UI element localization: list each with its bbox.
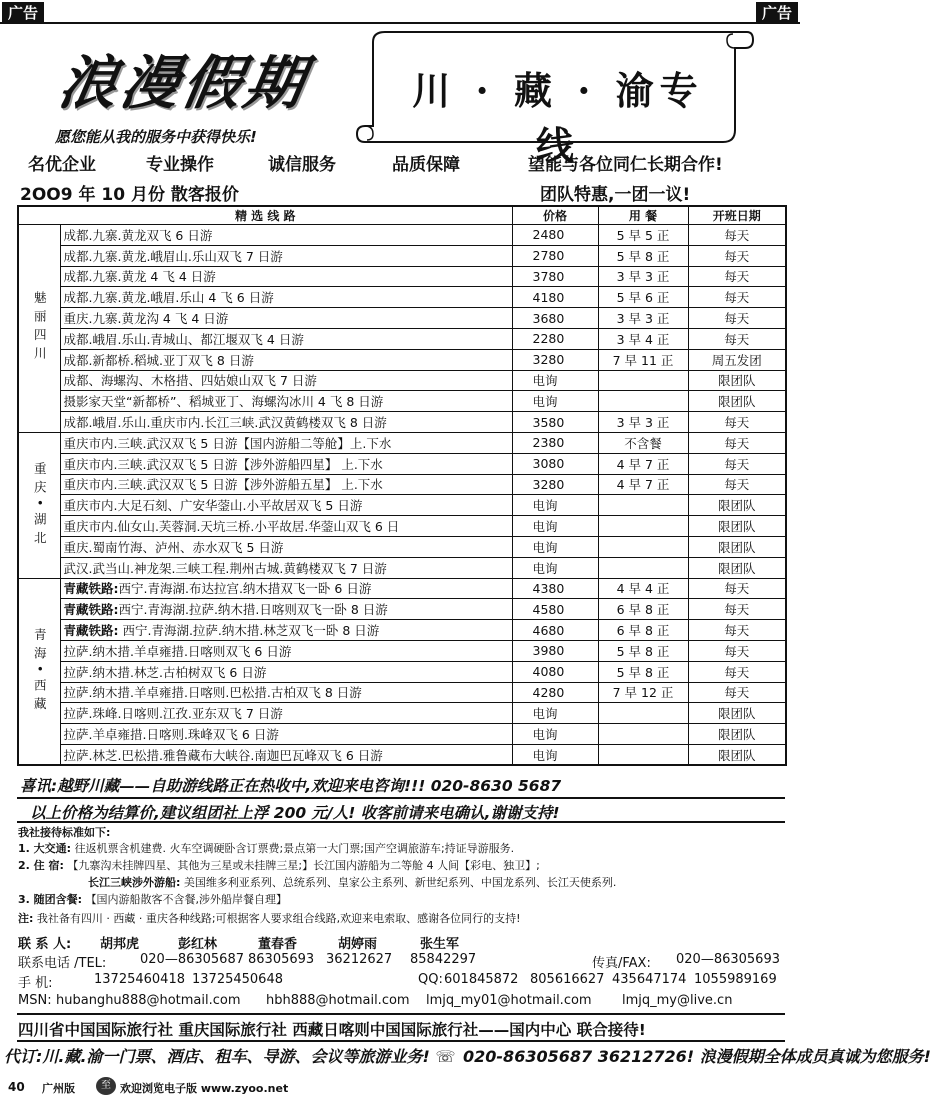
table-row	[18, 516, 786, 537]
fax-label: 传真/FAX:	[592, 956, 651, 971]
route-name	[60, 578, 512, 599]
mobile-number: 13725460418	[94, 972, 185, 987]
msn-address: lmjq_my01@hotmail.com	[426, 993, 592, 1008]
route-meal	[598, 370, 688, 391]
standard-note: 注: 我社备有四川 · 西藏 · 重庆各种线路;可根据客人要求组合线路,欢迎来电索取、感谢各位同行的支持!	[18, 912, 521, 925]
route-price: 3580	[512, 412, 598, 433]
region-label: 魅丽四川	[18, 225, 60, 433]
route-text: 成都.新都桥.稻城.亚丁双飞 8 日游	[63, 352, 254, 368]
divider	[17, 821, 785, 823]
route-prefix: 青藏铁路:	[63, 623, 119, 639]
booking-services-bar	[4, 1044, 931, 1067]
contact-person: 胡邦虎	[100, 937, 140, 952]
tel-label: 联系电话 /TEL:	[18, 956, 107, 971]
table-row	[18, 682, 786, 703]
table-row	[18, 557, 786, 578]
table-row	[18, 620, 786, 641]
table-row	[18, 703, 786, 724]
route-prefix: 青藏铁路:	[63, 602, 119, 618]
table-row	[18, 245, 786, 266]
table-row	[18, 412, 786, 433]
route-schedule: 每天	[688, 578, 786, 599]
route-meal: 7 早 12 正	[598, 682, 688, 703]
route-text: 重庆市内.三峡.武汉双飞 5 日游【涉外游船四星】 上.下水	[63, 456, 383, 472]
table-row	[18, 640, 786, 661]
route-name	[60, 516, 512, 537]
route-text: 拉萨.纳木措.羊卓雍措.日喀则.巴松措.古柏双飞 8 日游	[63, 685, 362, 701]
table-row	[18, 599, 786, 620]
route-text: 武汉.武当山.神龙架.三峡工程.荆州古城.黄鹤楼双飞 7 日游	[63, 560, 387, 576]
route-name	[60, 225, 512, 246]
route-schedule: 每天	[688, 474, 786, 495]
mobile-label: 手 机:	[18, 976, 53, 991]
tel-number: 020—86305687	[140, 952, 244, 967]
partner-text: 望能与各位同仁长期合作!	[528, 155, 723, 175]
booking-phones: 020-86305687 36212726!	[463, 1047, 695, 1066]
route-text: 重庆市内.仙女山.芙蓉洞.天坑三桥.小平故居.华蓥山双飞 6 日	[63, 519, 400, 535]
route-schedule: 限团队	[688, 557, 786, 578]
route-price: 3280	[512, 349, 598, 370]
table-row	[18, 391, 786, 412]
phone-icon: ☏	[435, 1047, 456, 1066]
route-schedule: 每天	[688, 412, 786, 433]
contact-person: 彭红林	[178, 937, 218, 952]
standard-lodging: 2. 住 宿: 【九寨沟未挂牌四星、其他为三星或未挂牌三星;】长江国内游船为二等舱 4 人间【彩电、独卫】;	[18, 859, 540, 872]
route-schedule: 每天	[688, 245, 786, 266]
route-price: 2280	[512, 328, 598, 349]
header-schedule: 开班日期	[688, 206, 786, 225]
route-name	[60, 703, 512, 724]
route-meal: 4 早 7 正	[598, 453, 688, 474]
route-prefix: 青藏铁路:	[63, 581, 119, 597]
route-meal: 6 早 8 正	[598, 599, 688, 620]
route-schedule: 每天	[688, 308, 786, 329]
route-schedule: 每天	[688, 682, 786, 703]
route-meal	[598, 516, 688, 537]
qq-number: 601845872	[444, 972, 519, 987]
route-name	[60, 620, 512, 641]
route-schedule: 限团队	[688, 370, 786, 391]
route-price: 3680	[512, 308, 598, 329]
route-name	[60, 474, 512, 495]
route-text: 重庆市内.大足石刻、广安华蓥山.小平故居双飞 5 日游	[63, 498, 363, 514]
brand-logo: 浪漫假期	[53, 49, 314, 117]
publication-edition: 广州版	[42, 1082, 75, 1095]
price-heading: 2OO9 年 10 月份 散客报价	[20, 185, 239, 205]
route-schedule: 限团队	[688, 495, 786, 516]
route-meal: 5 早 8 正	[598, 640, 688, 661]
route-meal: 3 早 3 正	[598, 412, 688, 433]
qq-number: 805616627	[530, 972, 605, 987]
table-row	[18, 287, 786, 308]
route-text: 成都、海螺沟、木格措、四姑娘山双飞 7 日游	[63, 373, 317, 389]
route-table	[17, 205, 787, 766]
route-meal: 7 早 11 正	[598, 349, 688, 370]
route-text: 重庆市内.三峡.武汉双飞 5 日游【涉外游船五星】 上.下水	[63, 477, 383, 493]
route-meal: 不含餐	[598, 432, 688, 453]
table-row	[18, 308, 786, 329]
divider	[17, 797, 785, 799]
route-name	[60, 287, 512, 308]
value-item: 专业操作	[146, 155, 214, 175]
route-schedule: 每天	[688, 287, 786, 308]
route-meal: 4 早 4 正	[598, 578, 688, 599]
route-text: 成都.九寨.黄龙 4 飞 4 日游	[63, 269, 216, 285]
route-schedule: 限团队	[688, 724, 786, 745]
ad-label-right: 广告	[756, 2, 798, 24]
tel-number: 86305693	[248, 952, 315, 967]
route-text: 西宁.青海湖.拉萨.纳木措.日喀则双飞一卧 8 日游	[118, 602, 388, 618]
qq-label: QQ:	[418, 972, 443, 987]
route-meal	[598, 724, 688, 745]
route-text: 成都.峨眉.乐山.重庆市内.长江三峡.武汉黄鹤楼双飞 8 日游	[63, 415, 387, 431]
region-label: 青海•西藏	[18, 578, 60, 765]
tel-number: 85842297	[410, 952, 477, 967]
ad-label-left: 广告	[2, 2, 44, 24]
route-text: 西宁.青海湖.拉萨.纳木措.林芝双飞一卧 8 日游	[118, 623, 380, 639]
table-row	[18, 495, 786, 516]
header-route: 精 选 线 路	[18, 206, 512, 225]
route-price: 3980	[512, 640, 598, 661]
table-row	[18, 453, 786, 474]
route-text: 拉萨.纳木措.羊卓雍措.日喀则双飞 6 日游	[63, 643, 292, 659]
table-row	[18, 474, 786, 495]
route-schedule: 周五发团	[688, 349, 786, 370]
table-row	[18, 744, 786, 765]
route-price: 电询	[512, 703, 598, 724]
qq-number: 435647174	[612, 972, 687, 987]
msn-label: MSN:	[18, 993, 52, 1008]
route-text: 成都.九寨.黄龙双飞 6 日游	[63, 227, 213, 243]
route-text: 成都.九寨.黄龙.峨眉.乐山 4 飞 6 日游	[63, 290, 274, 306]
route-schedule: 每天	[688, 225, 786, 246]
table-row	[18, 370, 786, 391]
route-meal: 3 早 3 正	[598, 308, 688, 329]
route-price: 4380	[512, 578, 598, 599]
route-schedule: 限团队	[688, 703, 786, 724]
region-label: 重庆•湖北	[18, 432, 60, 578]
route-name	[60, 495, 512, 516]
route-price: 3080	[512, 453, 598, 474]
header-price: 价格	[512, 206, 598, 225]
table-row	[18, 536, 786, 557]
route-schedule: 每天	[688, 453, 786, 474]
route-text: 拉萨.林芝.巴松措.雅鲁藏布大峡谷.南迦巴瓦峰双飞 6 日游	[63, 747, 383, 763]
route-text: 拉萨.纳木措.林芝.古柏树双飞 6 日游	[63, 664, 267, 680]
tel-number: 36212627	[326, 952, 393, 967]
route-name	[60, 453, 512, 474]
standard-meals: 3. 随团含餐: 【国内游船散客不含餐,涉外船岸餐自理】	[18, 893, 288, 906]
table-header-row	[18, 206, 786, 225]
contact-person: 胡婷雨	[338, 937, 378, 952]
route-price: 4680	[512, 620, 598, 641]
route-meal	[598, 391, 688, 412]
route-price: 电询	[512, 391, 598, 412]
contact-people-label: 联 系 人:	[18, 937, 72, 952]
route-meal: 3 早 3 正	[598, 266, 688, 287]
route-meal: 5 早 6 正	[598, 287, 688, 308]
route-schedule: 每天	[688, 266, 786, 287]
route-price: 4580	[512, 599, 598, 620]
route-schedule: 限团队	[688, 744, 786, 765]
route-name	[60, 744, 512, 765]
route-schedule: 限团队	[688, 516, 786, 537]
route-schedule: 每天	[688, 640, 786, 661]
fax-number: 020—86305693	[676, 952, 780, 967]
table-row	[18, 266, 786, 287]
standards-title: 我社接待标准如下:	[18, 826, 111, 839]
route-meal	[598, 744, 688, 765]
msn-address: hubanghu888@hotmail.com	[56, 993, 241, 1008]
route-price: 电询	[512, 724, 598, 745]
route-text: 西宁.青海湖.布达拉宫.纳木措双飞一卧 6 日游	[118, 581, 372, 597]
route-price: 电询	[512, 536, 598, 557]
standard-cruise: 长江三峡涉外游船: 美国维多利亚系列、总统系列、皇家公主系列、新世纪系列、中国龙系列、长江天使系列.	[88, 876, 617, 889]
contact-person: 董春香	[258, 937, 298, 952]
route-price: 电询	[512, 370, 598, 391]
route-text: 成都.九寨.黄龙.峨眉山.乐山双飞 7 日游	[63, 248, 283, 264]
route-name	[60, 432, 512, 453]
route-name	[60, 682, 512, 703]
route-meal: 5 早 8 正	[598, 661, 688, 682]
divider	[17, 1013, 785, 1015]
team-offer: 团队特惠,一团一议!	[540, 185, 691, 205]
route-meal	[598, 703, 688, 724]
route-name	[60, 661, 512, 682]
booking-services: 代订:川.藏.渝一门票、酒店、租车、导游、会议等旅游业务!	[4, 1047, 430, 1066]
header-meal: 用 餐	[598, 206, 688, 225]
page-number: 40	[8, 1080, 25, 1094]
route-schedule: 每天	[688, 599, 786, 620]
route-price-table	[17, 205, 785, 766]
route-text: 重庆市内.三峡.武汉双飞 5 日游【国内游船二等舱】上.下水	[63, 435, 392, 451]
route-name	[60, 640, 512, 661]
route-price: 4280	[512, 682, 598, 703]
publication-logo-icon: 至	[96, 1077, 116, 1095]
route-meal: 5 早 8 正	[598, 245, 688, 266]
route-price: 4180	[512, 287, 598, 308]
standard-transport: 1. 大交通: 往返机票含机建费. 火车空调硬卧含订票费;景点第一大门票;国产空调旅游车;持证导游服务.	[18, 842, 515, 855]
joint-agencies: 四川省中国国际旅行社 重庆国际旅行社 西藏日喀则中国国际旅行社——国内中心 联合接待!	[18, 1021, 646, 1039]
msn-address: lmjq_my@live.cn	[622, 993, 733, 1008]
route-meal: 6 早 8 正	[598, 620, 688, 641]
table-row	[18, 661, 786, 682]
route-text: 拉萨.珠峰.日喀则.江孜.亚东双飞 7 日游	[63, 706, 283, 722]
route-name	[60, 557, 512, 578]
table-row	[18, 724, 786, 745]
route-name	[60, 536, 512, 557]
route-price: 3280	[512, 474, 598, 495]
route-name	[60, 349, 512, 370]
hotline-banner: 喜讯:越野川藏——自助游线路正在热收中,欢迎来电咨询!!! 020-8630 5687	[20, 777, 562, 795]
table-row	[18, 349, 786, 370]
qq-number: 1055989169	[694, 972, 777, 987]
route-price: 2480	[512, 225, 598, 246]
route-name	[60, 266, 512, 287]
route-meal: 3 早 4 正	[598, 328, 688, 349]
value-item: 诚信服务	[268, 155, 336, 175]
mobile-number: 13725450648	[192, 972, 283, 987]
route-meal: 4 早 7 正	[598, 474, 688, 495]
route-price: 2380	[512, 432, 598, 453]
top-rule	[0, 22, 800, 24]
route-schedule: 限团队	[688, 536, 786, 557]
route-price: 电询	[512, 516, 598, 537]
value-item: 名优企业	[28, 155, 96, 175]
divider	[17, 1040, 785, 1042]
route-name	[60, 724, 512, 745]
route-name	[60, 370, 512, 391]
contact-person: 张生军	[420, 937, 460, 952]
price-note: 以上价格为结算价,建议组团社上浮 200 元/人! 收客前请来电确认,谢谢支持!	[30, 804, 560, 822]
route-meal	[598, 536, 688, 557]
route-meal	[598, 495, 688, 516]
route-text: 重庆.九寨.黄龙沟 4 飞 4 日游	[63, 311, 229, 327]
route-text: 重庆.蜀南竹海、泸州、赤水双飞 5 日游	[63, 539, 284, 555]
route-schedule: 每天	[688, 328, 786, 349]
brand-slogan: 愿您能从我的服务中获得快乐!	[55, 128, 257, 146]
route-price: 4080	[512, 661, 598, 682]
route-name	[60, 391, 512, 412]
route-name	[60, 599, 512, 620]
route-price: 2780	[512, 245, 598, 266]
route-price: 电询	[512, 744, 598, 765]
route-name	[60, 412, 512, 433]
booking-closing: 浪漫假期全体成员真诚为您服务!	[699, 1047, 931, 1066]
publication-website: 欢迎浏览电子版 www.zyoo.net	[120, 1082, 289, 1095]
table-row	[18, 578, 786, 599]
msn-address: hbh888@hotmail.com	[266, 993, 410, 1008]
route-name	[60, 328, 512, 349]
route-meal: 5 早 5 正	[598, 225, 688, 246]
route-schedule: 限团队	[688, 391, 786, 412]
route-schedule: 每天	[688, 620, 786, 641]
route-title: 川 · 藏 · 渝专线	[412, 68, 704, 168]
route-text: 拉萨.羊卓雍措.日喀则.珠峰双飞 6 日游	[63, 727, 279, 743]
route-price: 电询	[512, 495, 598, 516]
route-meal	[598, 557, 688, 578]
route-name	[60, 245, 512, 266]
route-schedule: 每天	[688, 432, 786, 453]
value-item: 品质保障	[392, 155, 460, 175]
route-price: 电询	[512, 557, 598, 578]
table-row	[18, 432, 786, 453]
route-schedule: 每天	[688, 661, 786, 682]
route-name	[60, 308, 512, 329]
route-text: 摄影家天堂“新都桥”、稻城亚丁、海螺沟冰川 4 飞 8 日游	[63, 394, 384, 410]
route-text: 成都.峨眉.乐山.青城山、都江堰双飞 4 日游	[63, 331, 304, 347]
route-price: 3780	[512, 266, 598, 287]
table-row	[18, 328, 786, 349]
table-row	[18, 225, 786, 246]
